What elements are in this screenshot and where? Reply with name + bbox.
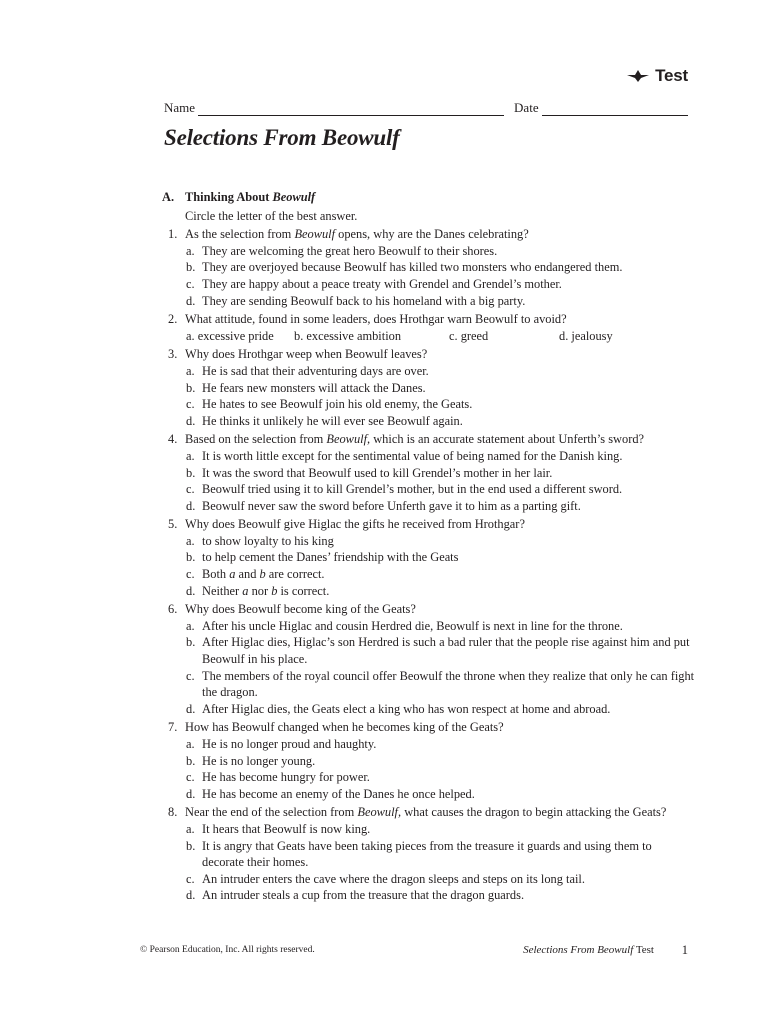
text-run: a bbox=[242, 583, 249, 598]
text-run: It was the sword that Beowulf used to kill Grendel’s mother in her lair. bbox=[202, 465, 553, 480]
text-run: Beowulf bbox=[294, 227, 336, 242]
text-run: and bbox=[235, 567, 260, 582]
text-run: After Higlac dies, Higlac’s son Herdred is such a bad ruler that the people rise against him and put Beowulf in his place. bbox=[202, 635, 690, 667]
text-run: He thinks it unlikely he will ever see Beowulf again. bbox=[202, 413, 463, 428]
answer-option[interactable] bbox=[160, 380, 696, 397]
answer-option[interactable] bbox=[160, 465, 696, 482]
answer-option[interactable] bbox=[160, 821, 696, 838]
question-stem bbox=[160, 226, 696, 243]
text-run: It is angry that Geats have been taking pieces from the treasure it guards and using them to decorate their homes. bbox=[202, 838, 652, 870]
answer-option[interactable] bbox=[160, 498, 696, 515]
answer-option[interactable] bbox=[160, 549, 696, 566]
option-letter: a. bbox=[186, 737, 195, 751]
option-letter: a. bbox=[186, 821, 195, 836]
answer-option[interactable] bbox=[160, 363, 696, 380]
option-letter: a. bbox=[186, 533, 195, 548]
answer-option[interactable] bbox=[160, 293, 696, 310]
section-heading-prefix: Thinking About bbox=[185, 190, 273, 204]
question-stem bbox=[160, 516, 696, 533]
section-heading bbox=[160, 189, 696, 206]
question-number: 5. bbox=[168, 517, 178, 532]
option-letter: c. bbox=[186, 567, 195, 582]
question-stem bbox=[160, 431, 696, 448]
text-run: nor bbox=[248, 583, 272, 598]
option-letter: d. bbox=[186, 701, 196, 716]
option-letter: b. bbox=[186, 260, 196, 275]
text-run: He fears new monsters will attack the Danes. bbox=[202, 380, 426, 395]
option-letter: a. bbox=[186, 363, 195, 378]
question-content bbox=[160, 189, 696, 904]
text-run: They are sending Beowulf back to his homeland with a big party. bbox=[202, 293, 526, 308]
answer-option[interactable] bbox=[160, 871, 696, 888]
question-item bbox=[160, 311, 696, 344]
question-number: 7. bbox=[168, 720, 178, 735]
option-letter: d. bbox=[186, 293, 196, 308]
text-run: are correct. bbox=[265, 567, 325, 582]
question-item bbox=[160, 804, 696, 904]
answer-option[interactable] bbox=[160, 786, 696, 803]
question-number: 1. bbox=[168, 227, 178, 242]
text-run: Based on the selection from bbox=[185, 432, 327, 447]
text-run: He hates to see Beowulf join his old enemy, the Geats. bbox=[202, 397, 473, 412]
option-letter: d. bbox=[186, 786, 196, 801]
question-item bbox=[160, 719, 696, 802]
text-run: After his uncle Higlac and cousin Herdred die, Beowulf is next in line for the throne. bbox=[202, 618, 623, 633]
option-letter: c. bbox=[186, 397, 195, 412]
text-run: Beowulf tried using it to kill Grendel’s mother, but in the end used a different sword. bbox=[202, 482, 623, 497]
option-letter: d. bbox=[186, 498, 196, 513]
option-letter: d. bbox=[186, 888, 196, 903]
wing-icon bbox=[627, 69, 649, 83]
test-label-text: Test bbox=[655, 66, 688, 85]
text-run: opens, why are the Danes celebrating? bbox=[335, 227, 529, 242]
text-run: An intruder steals a cup from the treasure that the dragon guards. bbox=[202, 888, 525, 903]
question-number: 3. bbox=[168, 347, 178, 362]
question-stem bbox=[160, 601, 696, 618]
option-letter: b. bbox=[186, 753, 196, 768]
option-letter: a. bbox=[186, 618, 195, 633]
option-letter: c. bbox=[186, 276, 195, 291]
question-item bbox=[160, 516, 696, 599]
question-item bbox=[160, 226, 696, 309]
question-stem bbox=[160, 311, 696, 328]
answer-option[interactable] bbox=[160, 736, 696, 753]
text-run: They are happy about a peace treaty with Grendel and Grendel’s mother. bbox=[202, 276, 562, 291]
answer-option[interactable] bbox=[160, 583, 696, 600]
answer-option[interactable] bbox=[160, 701, 696, 718]
text-run: excessive ambition bbox=[306, 328, 402, 343]
option-letter: c. bbox=[186, 668, 195, 683]
page-footer bbox=[140, 944, 688, 958]
answer-options-row bbox=[160, 328, 696, 345]
question-item bbox=[160, 431, 696, 514]
option-letter: b. bbox=[186, 380, 196, 395]
text-run: to help cement the Danes’ friendship with the Geats bbox=[202, 550, 459, 565]
answer-option[interactable] bbox=[160, 753, 696, 770]
option-letter: a. bbox=[186, 328, 195, 343]
copyright-notice: © Pearson Education, Inc. All rights reserved. bbox=[140, 945, 315, 955]
option-letter: b. bbox=[186, 635, 196, 650]
text-run: Near the end of the selection from bbox=[185, 805, 358, 820]
text-run: It hears that Beowulf is now king. bbox=[202, 821, 371, 836]
text-run: They are overjoyed because Beowulf has killed two monsters who endangered them. bbox=[202, 260, 623, 275]
answer-option[interactable] bbox=[160, 243, 696, 260]
answer-option[interactable] bbox=[160, 668, 696, 701]
answer-option[interactable] bbox=[160, 413, 696, 430]
text-run: Both bbox=[202, 567, 230, 582]
answer-option[interactable] bbox=[186, 328, 294, 345]
text-run: An intruder enters the cave where the dragon sleeps and steps on its long tail. bbox=[202, 871, 585, 886]
answer-option[interactable] bbox=[160, 838, 696, 871]
page-number: 1 bbox=[681, 943, 688, 957]
test-label bbox=[627, 66, 688, 86]
text-run: Beowulf, bbox=[326, 432, 371, 447]
text-run: greed bbox=[460, 328, 489, 343]
option-letter: c. bbox=[186, 770, 195, 785]
text-run: to show loyalty to his king bbox=[202, 533, 334, 548]
option-letter: b. bbox=[186, 465, 196, 480]
section-heading-italic: Beowulf bbox=[272, 190, 316, 204]
text-run: which is an accurate statement about Unferth’s sword? bbox=[370, 432, 645, 447]
answer-option[interactable] bbox=[559, 328, 639, 345]
text-run: It is worth little except for the sentimental value of being named for the Danish king. bbox=[202, 448, 623, 463]
name-date-row bbox=[164, 98, 688, 116]
footer-selection-suffix: Test bbox=[633, 944, 654, 956]
option-letter: b. bbox=[294, 328, 304, 343]
date-label: Date bbox=[514, 100, 539, 115]
question-stem bbox=[160, 804, 696, 821]
answer-option[interactable] bbox=[160, 634, 696, 667]
footer-selection-italic: Selections From Beowulf bbox=[523, 944, 634, 956]
text-run: Beowulf never saw the sword before Unferth gave it to him as a parting gift. bbox=[202, 498, 581, 513]
text-run: is correct. bbox=[277, 583, 330, 598]
question-item bbox=[160, 346, 696, 429]
text-run: Why does Beowulf give Higlac the gifts he received from Hrothgar? bbox=[185, 517, 525, 532]
text-run: Neither bbox=[202, 583, 243, 598]
section-letter: A. bbox=[162, 190, 175, 204]
text-run: Beowulf, bbox=[357, 805, 402, 820]
option-letter: c. bbox=[449, 328, 458, 343]
question-item bbox=[160, 601, 696, 717]
text-run: How has Beowulf changed when he becomes king of the Geats? bbox=[185, 720, 504, 735]
text-run: After Higlac dies, the Geats elect a king who has won respect at home and abroad. bbox=[202, 701, 611, 716]
option-letter: b. bbox=[186, 838, 196, 853]
answer-option[interactable] bbox=[160, 276, 696, 293]
answer-option[interactable] bbox=[160, 481, 696, 498]
text-run: They are welcoming the great hero Beowulf to their shores. bbox=[202, 243, 498, 258]
name-field-line[interactable] bbox=[198, 101, 504, 116]
option-letter: a. bbox=[186, 243, 195, 258]
text-run: He is no longer proud and haughty. bbox=[202, 737, 377, 751]
question-stem bbox=[160, 719, 696, 736]
answer-option[interactable] bbox=[160, 448, 696, 465]
text-run: He has become an enemy of the Danes he once helped. bbox=[202, 786, 475, 801]
text-run: Why does Hrothgar weep when Beowulf leaves? bbox=[185, 347, 428, 362]
option-letter: d. bbox=[186, 413, 196, 428]
date-field-line[interactable] bbox=[542, 101, 688, 116]
text-run: He is no longer young. bbox=[202, 753, 316, 768]
question-number: 6. bbox=[168, 602, 178, 617]
text-run: jealousy bbox=[571, 328, 613, 343]
option-letter: c. bbox=[186, 482, 195, 497]
question-stem bbox=[160, 346, 696, 363]
question-number: 4. bbox=[168, 432, 178, 447]
option-letter: b. bbox=[186, 550, 196, 565]
option-letter: a. bbox=[186, 448, 195, 463]
answer-option[interactable] bbox=[160, 618, 696, 635]
question-number: 8. bbox=[168, 805, 178, 820]
text-run: excessive pride bbox=[197, 328, 274, 343]
section-instructions: Circle the letter of the best answer. bbox=[185, 208, 358, 223]
page-title: Selections From Beowulf bbox=[164, 125, 400, 150]
text-run: What attitude, found in some leaders, does Hrothgar warn Beowulf to avoid? bbox=[185, 312, 567, 327]
answer-option[interactable] bbox=[160, 887, 696, 904]
question-number: 2. bbox=[168, 312, 178, 327]
answer-option[interactable] bbox=[160, 533, 696, 550]
answer-option[interactable] bbox=[160, 259, 696, 276]
text-run: b bbox=[271, 583, 278, 598]
text-run: As the selection from bbox=[185, 227, 295, 242]
footer-selection-title bbox=[523, 944, 654, 956]
answer-option[interactable] bbox=[449, 328, 559, 345]
option-letter: d. bbox=[186, 583, 196, 598]
answer-option[interactable] bbox=[160, 769, 696, 786]
text-run: The members of the royal council offer Beowulf the throne when they realize that only he can fight the dragon. bbox=[202, 668, 695, 700]
text-run: a bbox=[229, 567, 236, 582]
option-letter: d. bbox=[559, 328, 569, 343]
text-run: He has become hungry for power. bbox=[202, 770, 370, 785]
option-letter: c. bbox=[186, 871, 195, 886]
name-label: Name bbox=[164, 100, 196, 115]
text-run: b bbox=[259, 567, 266, 582]
text-run: He is sad that their adventuring days are over. bbox=[202, 363, 429, 378]
answer-option[interactable] bbox=[160, 566, 696, 583]
answer-option[interactable] bbox=[294, 328, 449, 345]
question-list bbox=[160, 226, 696, 904]
text-run: Why does Beowulf become king of the Geats? bbox=[185, 602, 416, 617]
text-run: what causes the dragon to begin attacking the Geats? bbox=[401, 805, 667, 820]
answer-option[interactable] bbox=[160, 396, 696, 413]
